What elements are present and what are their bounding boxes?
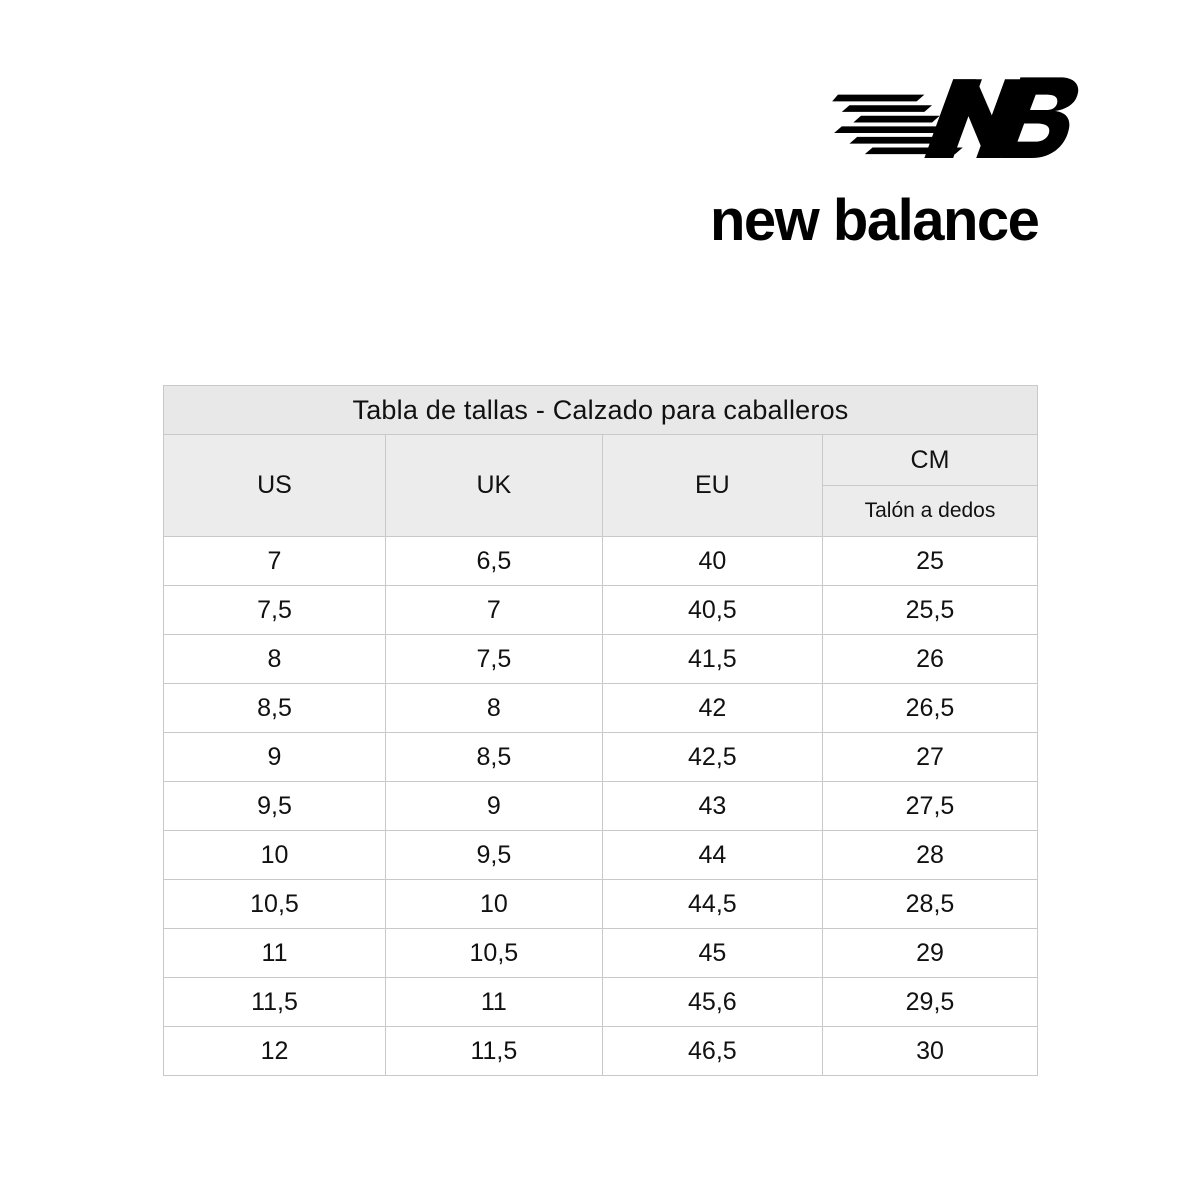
cell-us: 8,5 xyxy=(164,684,386,733)
cell-cm: 27 xyxy=(822,733,1037,782)
cell-eu: 45 xyxy=(602,929,822,978)
size-chart-title: Tabla de tallas - Calzado para caballeros xyxy=(164,386,1038,435)
cell-eu: 46,5 xyxy=(602,1027,822,1076)
cell-cm: 28,5 xyxy=(822,880,1037,929)
table-row xyxy=(164,782,1038,831)
cell-eu: 44,5 xyxy=(602,880,822,929)
brand-wordmark xyxy=(710,190,1082,252)
cell-uk: 10 xyxy=(385,880,602,929)
cell-us: 11,5 xyxy=(164,978,386,1027)
size-chart xyxy=(163,385,1038,1076)
cell-uk: 7,5 xyxy=(385,635,602,684)
cell-eu: 43 xyxy=(602,782,822,831)
cell-us: 11 xyxy=(164,929,386,978)
size-chart-table xyxy=(163,385,1038,1076)
cell-uk: 8,5 xyxy=(385,733,602,782)
cell-uk: 6,5 xyxy=(385,537,602,586)
table-row xyxy=(164,929,1038,978)
cell-cm: 27,5 xyxy=(822,782,1037,831)
column-subheader-cm: Talón a dedos xyxy=(822,486,1037,537)
brand-wordmark-text: new balance xyxy=(710,190,1039,252)
table-row xyxy=(164,537,1038,586)
column-header-us: US xyxy=(164,435,386,537)
cell-us: 12 xyxy=(164,1027,386,1076)
size-chart-title-row xyxy=(164,386,1038,435)
table-row xyxy=(164,831,1038,880)
table-row xyxy=(164,1027,1038,1076)
table-row xyxy=(164,684,1038,733)
cell-uk: 9 xyxy=(385,782,602,831)
cell-uk: 10,5 xyxy=(385,929,602,978)
cell-us: 10 xyxy=(164,831,386,880)
cell-eu: 40 xyxy=(602,537,822,586)
cell-cm: 30 xyxy=(822,1027,1037,1076)
cell-uk: 7 xyxy=(385,586,602,635)
cell-uk: 8 xyxy=(385,684,602,733)
cell-uk: 9,5 xyxy=(385,831,602,880)
cell-us: 7,5 xyxy=(164,586,386,635)
cell-cm: 25 xyxy=(822,537,1037,586)
column-header-cm: CM xyxy=(822,435,1037,486)
table-row xyxy=(164,635,1038,684)
cell-eu: 40,5 xyxy=(602,586,822,635)
cell-cm: 29,5 xyxy=(822,978,1037,1027)
cell-us: 10,5 xyxy=(164,880,386,929)
cell-cm: 28 xyxy=(822,831,1037,880)
table-row xyxy=(164,880,1038,929)
table-row xyxy=(164,586,1038,635)
brand-block xyxy=(692,62,1082,252)
size-chart-header-row xyxy=(164,435,1038,486)
cell-eu: 41,5 xyxy=(602,635,822,684)
size-chart-body xyxy=(164,537,1038,1076)
cell-eu: 45,6 xyxy=(602,978,822,1027)
cell-us: 8 xyxy=(164,635,386,684)
new-balance-nb-monogram-icon xyxy=(832,62,1082,182)
cell-cm: 26,5 xyxy=(822,684,1037,733)
table-row xyxy=(164,978,1038,1027)
column-header-uk: UK xyxy=(385,435,602,537)
cell-cm: 25,5 xyxy=(822,586,1037,635)
cell-eu: 42,5 xyxy=(602,733,822,782)
table-row xyxy=(164,733,1038,782)
column-header-eu: EU xyxy=(602,435,822,537)
cell-cm: 29 xyxy=(822,929,1037,978)
cell-uk: 11 xyxy=(385,978,602,1027)
cell-us: 7 xyxy=(164,537,386,586)
cell-uk: 11,5 xyxy=(385,1027,602,1076)
cell-cm: 26 xyxy=(822,635,1037,684)
cell-us: 9,5 xyxy=(164,782,386,831)
cell-us: 9 xyxy=(164,733,386,782)
cell-eu: 42 xyxy=(602,684,822,733)
cell-eu: 44 xyxy=(602,831,822,880)
